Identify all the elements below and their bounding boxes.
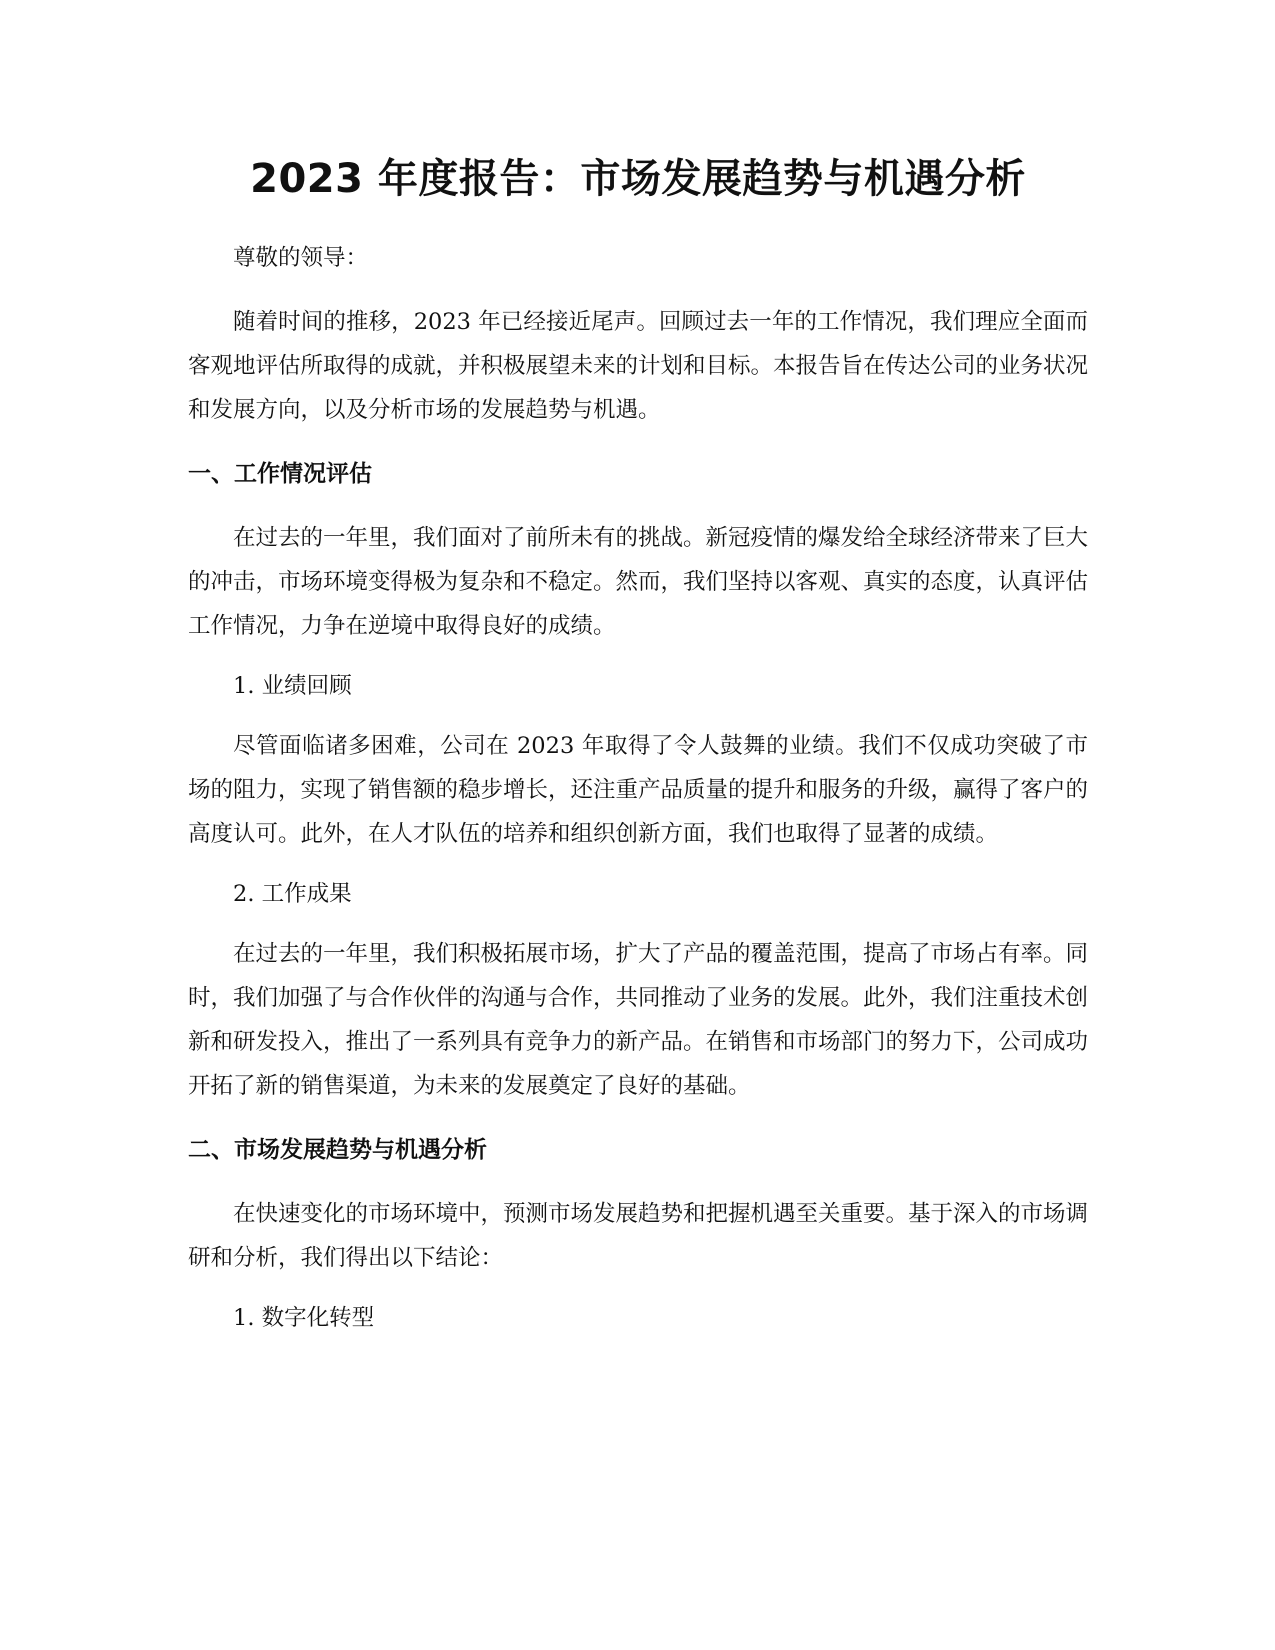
list-item-work-results: 2. 工作成果 [233,881,352,907]
greeting: 尊敬的领导： [233,245,369,271]
section-heading-work-evaluation: 一、工作情况评估 [188,461,372,487]
work-results-paragraph: 在过去的一年里，我们积极拓展市场，扩大了产品的覆盖范围，提高了市场占有率。同时，我们加强了与合作伙伴的沟通与合作，共同推动了业务的发展。此外，我们注重技术创新和研发投入，推出了一系列具有竞争力的新产品。在销售和市场部门的努力下，公司成功开拓了新的销售渠道，为未来的发展奠定了良好的基础。 [188,941,1089,1099]
list-item-digital-transformation: 1. 数字化转型 [233,1305,375,1331]
document-title: 2023 年度报告：市场发展趋势与机遇分析 [250,156,1026,202]
document-body [188,150,1088,1340]
section1-paragraph: 在过去的一年里，我们面对了前所未有的挑战。新冠疫情的爆发给全球经济带来了巨大的冲击，市场环境变得极为复杂和不稳定。然而，我们坚持以客观、真实的态度，认真评估工作情况，力争在逆境中取得良好的成绩。 [188,525,1089,639]
section2-paragraph: 在快速变化的市场环境中，预测市场发展趋势和把握机遇至关重要。基于深入的市场调研和分析，我们得出以下结论： [188,1201,1089,1271]
list-item-performance-review: 1. 业绩回顾 [233,673,352,699]
intro-paragraph: 随着时间的推移，2023 年已经接近尾声。回顾过去一年的工作情况，我们理应全面而客观地评估所取得的成就，并积极展望未来的计划和目标。本报告旨在传达公司的业务状况和发展方向，以及分析市场的发展趋势与机遇。 [188,309,1089,423]
section-heading-market-trends: 二、市场发展趋势与机遇分析 [188,1137,487,1163]
performance-review-paragraph: 尽管面临诸多困难，公司在 2023 年取得了令人鼓舞的业绩。我们不仅成功突破了市场的阻力，实现了销售额的稳步增长，还注重产品质量的提升和服务的升级，赢得了客户的高度认可。此外，在人才队伍的培养和组织创新方面，我们也取得了显著的成绩。 [188,733,1089,847]
